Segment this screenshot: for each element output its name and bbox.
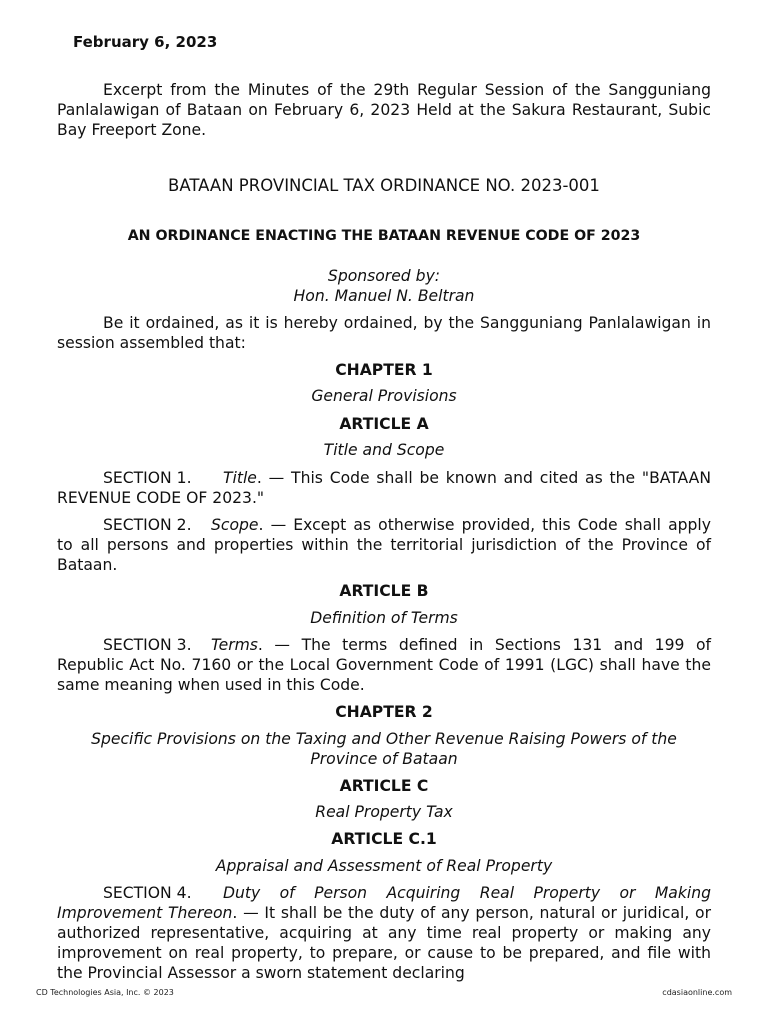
article-b-title: Definition of Terms	[310, 609, 458, 627]
footer-website: cdasiaonline.com	[662, 988, 732, 997]
section-1-caption: Title	[223, 469, 257, 487]
ordinance-title: BATAAN PROVINCIAL TAX ORDINANCE NO. 2023-001	[168, 176, 600, 195]
document-date: February 6, 2023	[73, 33, 218, 51]
article-a-heading: ARTICLE A	[339, 415, 429, 433]
chapter-1-heading: CHAPTER 1	[335, 361, 433, 379]
article-b-heading: ARTICLE B	[339, 582, 429, 600]
sponsor-label: Sponsored by:	[327, 267, 441, 285]
section-4-text: . — It shall be the duty of any person, natural or juridical, or authorized representative, acquiring at any time real property or making any improvement on real property, to prepare, or cause to be prepared, and file with the Provincial Assessor a sworn statement declaring	[57, 904, 711, 982]
sponsor-name: Hon. Manuel N. Beltran	[293, 287, 475, 305]
article-c1-title: Appraisal and Assessment of Real Property	[215, 857, 553, 875]
section-3-text: . — The terms defined in Sections 131 and 199 of Republic Act No. 7160 or the Local Government Code of 1991 (LGC) shall have the same meaning when used in this Code.	[57, 636, 711, 694]
section-2-number: SECTION 2.	[103, 516, 192, 534]
article-c1-heading: ARTICLE C.1	[331, 830, 437, 848]
section-3	[57, 635, 711, 695]
section-3-caption: Terms	[211, 636, 258, 654]
section-1-text: . — This Code shall be known and cited as the "BATAAN REVENUE CODE OF 2023."	[57, 469, 711, 507]
enacting-clause: Be it ordained, as it is hereby ordained, by the Sangguniang Panlalawigan in session assembled that:	[57, 314, 711, 352]
section-2-text: . — Except as otherwise provided, this Code shall apply to all persons and properties within the territorial jurisdiction of the Province of Bataan.	[57, 516, 711, 574]
section-3-number: SECTION 3.	[103, 636, 192, 654]
chapter-2-heading: CHAPTER 2	[335, 703, 433, 721]
section-2	[57, 515, 711, 575]
chapter-1-title: General Provisions	[311, 387, 457, 405]
section-4-number: SECTION 4.	[103, 884, 192, 902]
ordinance-subtitle: AN ORDINANCE ENACTING THE BATAAN REVENUE CODE OF 2023	[127, 228, 641, 244]
section-1	[57, 468, 711, 508]
footer-copyright: CD Technologies Asia, Inc. © 2023	[36, 988, 174, 997]
intro-paragraph: Excerpt from the Minutes of the 29th Regular Session of the Sangguniang Panlalawigan of Bataan on February 6, 2023 Held at the Sakura Restaurant, Subic Bay Freeport Zone.	[57, 81, 711, 139]
section-4	[57, 883, 711, 983]
article-c-title: Real Property Tax	[315, 803, 453, 821]
section-4-caption: Duty of Person Acquiring Real Property or Making Improvement Thereon	[57, 884, 711, 922]
chapter-2-title: Specific Provisions on the Taxing and Other Revenue Raising Powers of the Province of Bataan	[91, 730, 677, 768]
article-a-title: Title and Scope	[323, 441, 445, 459]
section-2-caption: Scope	[211, 516, 259, 534]
article-c-heading: ARTICLE C	[339, 777, 429, 795]
section-1-number: SECTION 1.	[103, 469, 192, 487]
